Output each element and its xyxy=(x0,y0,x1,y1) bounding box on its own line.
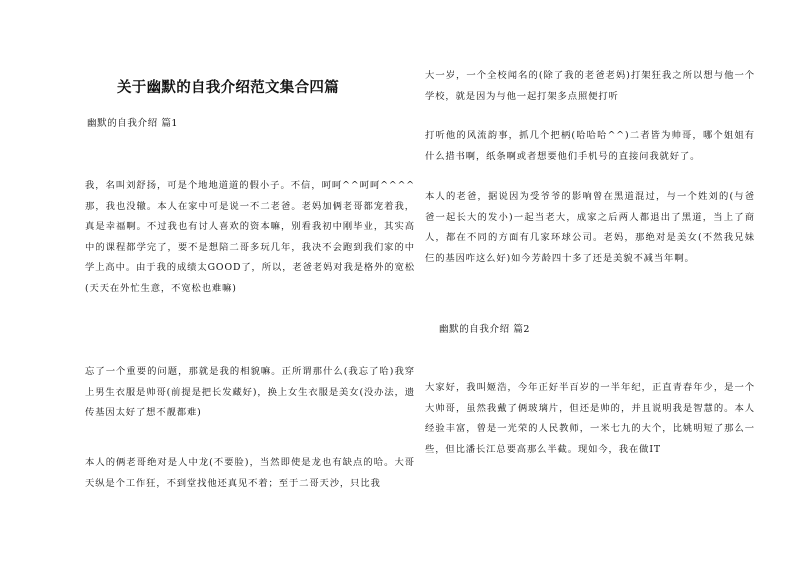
right-paragraph-4: 大家好，我叫姬浩，今年正好半百岁的一半年纪，正直青春年少，是一个大帅哥，虽然我戴了俩玻璃片，但还是帅的，并且说明我是智慧的。本人经验丰富，曾是一光荣的人民教师，一米七九的大个，比姚明短了那么一些，但比潘长江总要高那么半截。现如今，我在做IT xyxy=(425,382,755,455)
left-paragraph-2: 忘了一个重要的问题，那就是我的相貌嘛。正所谓那什么(我忘了哈)我穿上男生衣服是帅哥(前提是把长发藏好)，换上女生衣服是美女(没办法，遗传基因太好了想不靓都难) xyxy=(85,366,415,418)
right-paragraph-2: 打听他的风流韵事，抓几个把柄(哈哈哈^^)二者皆为帅哥，哪个姐姐有什么措书啊，纸条啊或者想要他们手机号的直接问我就好了。 xyxy=(425,130,755,162)
right-paragraph-3: 本人的老爸，据说因为受爷爷的影响曾在黑道混过，与一个姓刘的(与爸爸一起长大的发小)一起当老大，成家之后两人都退出了黑道，当上了商人，都在不同的方面有几家环球公司。老妈，那绝对是美女(不然我兄妹仨的基因咋这么好)如今芳龄四十多了还是美貌不减当年啊。 xyxy=(425,191,755,264)
left-paragraph-1: 我，名叫刘舒扬，可是个地地道道的假小子。不信，呵呵^^呵呵^^^^那，我也没辙。本人在家中可是说一不二老爸。老妈加俩老哥都宠着我，真是幸福啊。不过我也有讨人喜欢的资本嘛，别看我初中刚毕业，其实高中的课程都学完了，要不是想陪二哥多玩几年，我决不会跑到我们家的中学上高中。由于我的成绩太GOOD了，所以，老爸老妈对我是格外的宽松(天天在外忙生意，不宽松也难嘛) xyxy=(85,180,415,294)
section-heading-2: 幽默的自我介绍 篇2 xyxy=(439,324,531,335)
document-title: 关于幽默的自我介绍范文集合四篇 xyxy=(117,79,339,96)
section-heading-1: 幽默的自我介绍 篇1 xyxy=(87,118,179,129)
right-paragraph-1: 大一岁，一个全校闻名的(除了我的老爸老妈)打架狂我之所以想与他一个学校，就是因为与他一起打架多点照便打听 xyxy=(425,70,755,102)
left-paragraph-3: 本人的俩老哥绝对是人中龙(不要脸)，当然即使是龙也有缺点的哈。大哥天纵是个工作狂，不到堂找他还真见不着；至于二哥天沙，只比我 xyxy=(85,457,415,489)
